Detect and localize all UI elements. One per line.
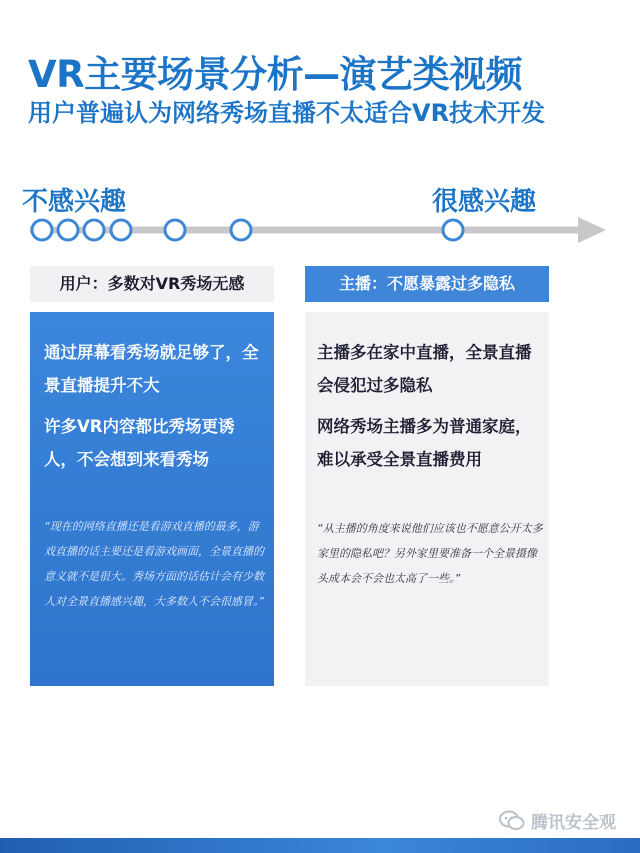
interest-marker (32, 220, 52, 240)
interest-marker (84, 220, 104, 240)
host-quote: “从主播的角度来说他们应该也不愿意公开太多家里的隐私吧？另外家里要准备一个全景摄像头成本会不会也太高了一些。” (317, 522, 543, 585)
user-quote: “现在的网络直播还是看游戏直播的最多，游戏直播的话主要还是看游戏画面，全景直播的意义就不是很大。秀场方面的话估计会有少数人对全景直播感兴趣，大多数人不会很感冒。” (44, 520, 265, 608)
watermark (499, 808, 616, 833)
interest-marker (165, 220, 185, 240)
scale-right-label: 很感兴趣 (432, 187, 537, 217)
page-title: VR主要场景分析—演艺类视频 (28, 53, 523, 96)
host-panel-header: 主播：不愿暴露过多隐私 (305, 266, 549, 302)
host-panel-card (305, 312, 549, 686)
interest-scale-axis (0, 208, 640, 252)
user-point: 许多VR内容都比秀场更诱人，不会想到来看秀场 (44, 417, 235, 469)
interest-marker (111, 220, 131, 240)
wechat-icon (499, 810, 525, 832)
interest-marker (58, 220, 78, 240)
watermark-text: 腾讯安全观 (531, 813, 616, 833)
scale-left-label: 不感兴趣 (22, 187, 127, 217)
user-panel-card (30, 312, 274, 686)
footer-bar (0, 838, 640, 853)
host-point: 主播多在家中直播，全景直播会侵犯过多隐私 (317, 343, 532, 395)
axis-arrowhead (578, 217, 606, 243)
page-subtitle: 用户普遍认为网络秀场直播不太适合VR技术开发 (28, 99, 546, 127)
user-point: 通过屏幕看秀场就足够了，全景直播提升不大 (44, 343, 259, 395)
host-point: 网络秀场主播多为普通家庭，难以承受全景直播费用 (317, 417, 532, 469)
user-panel-header: 用户：多数对VR秀场无感 (30, 266, 274, 302)
interest-marker (231, 220, 251, 240)
interest-marker (443, 220, 463, 240)
